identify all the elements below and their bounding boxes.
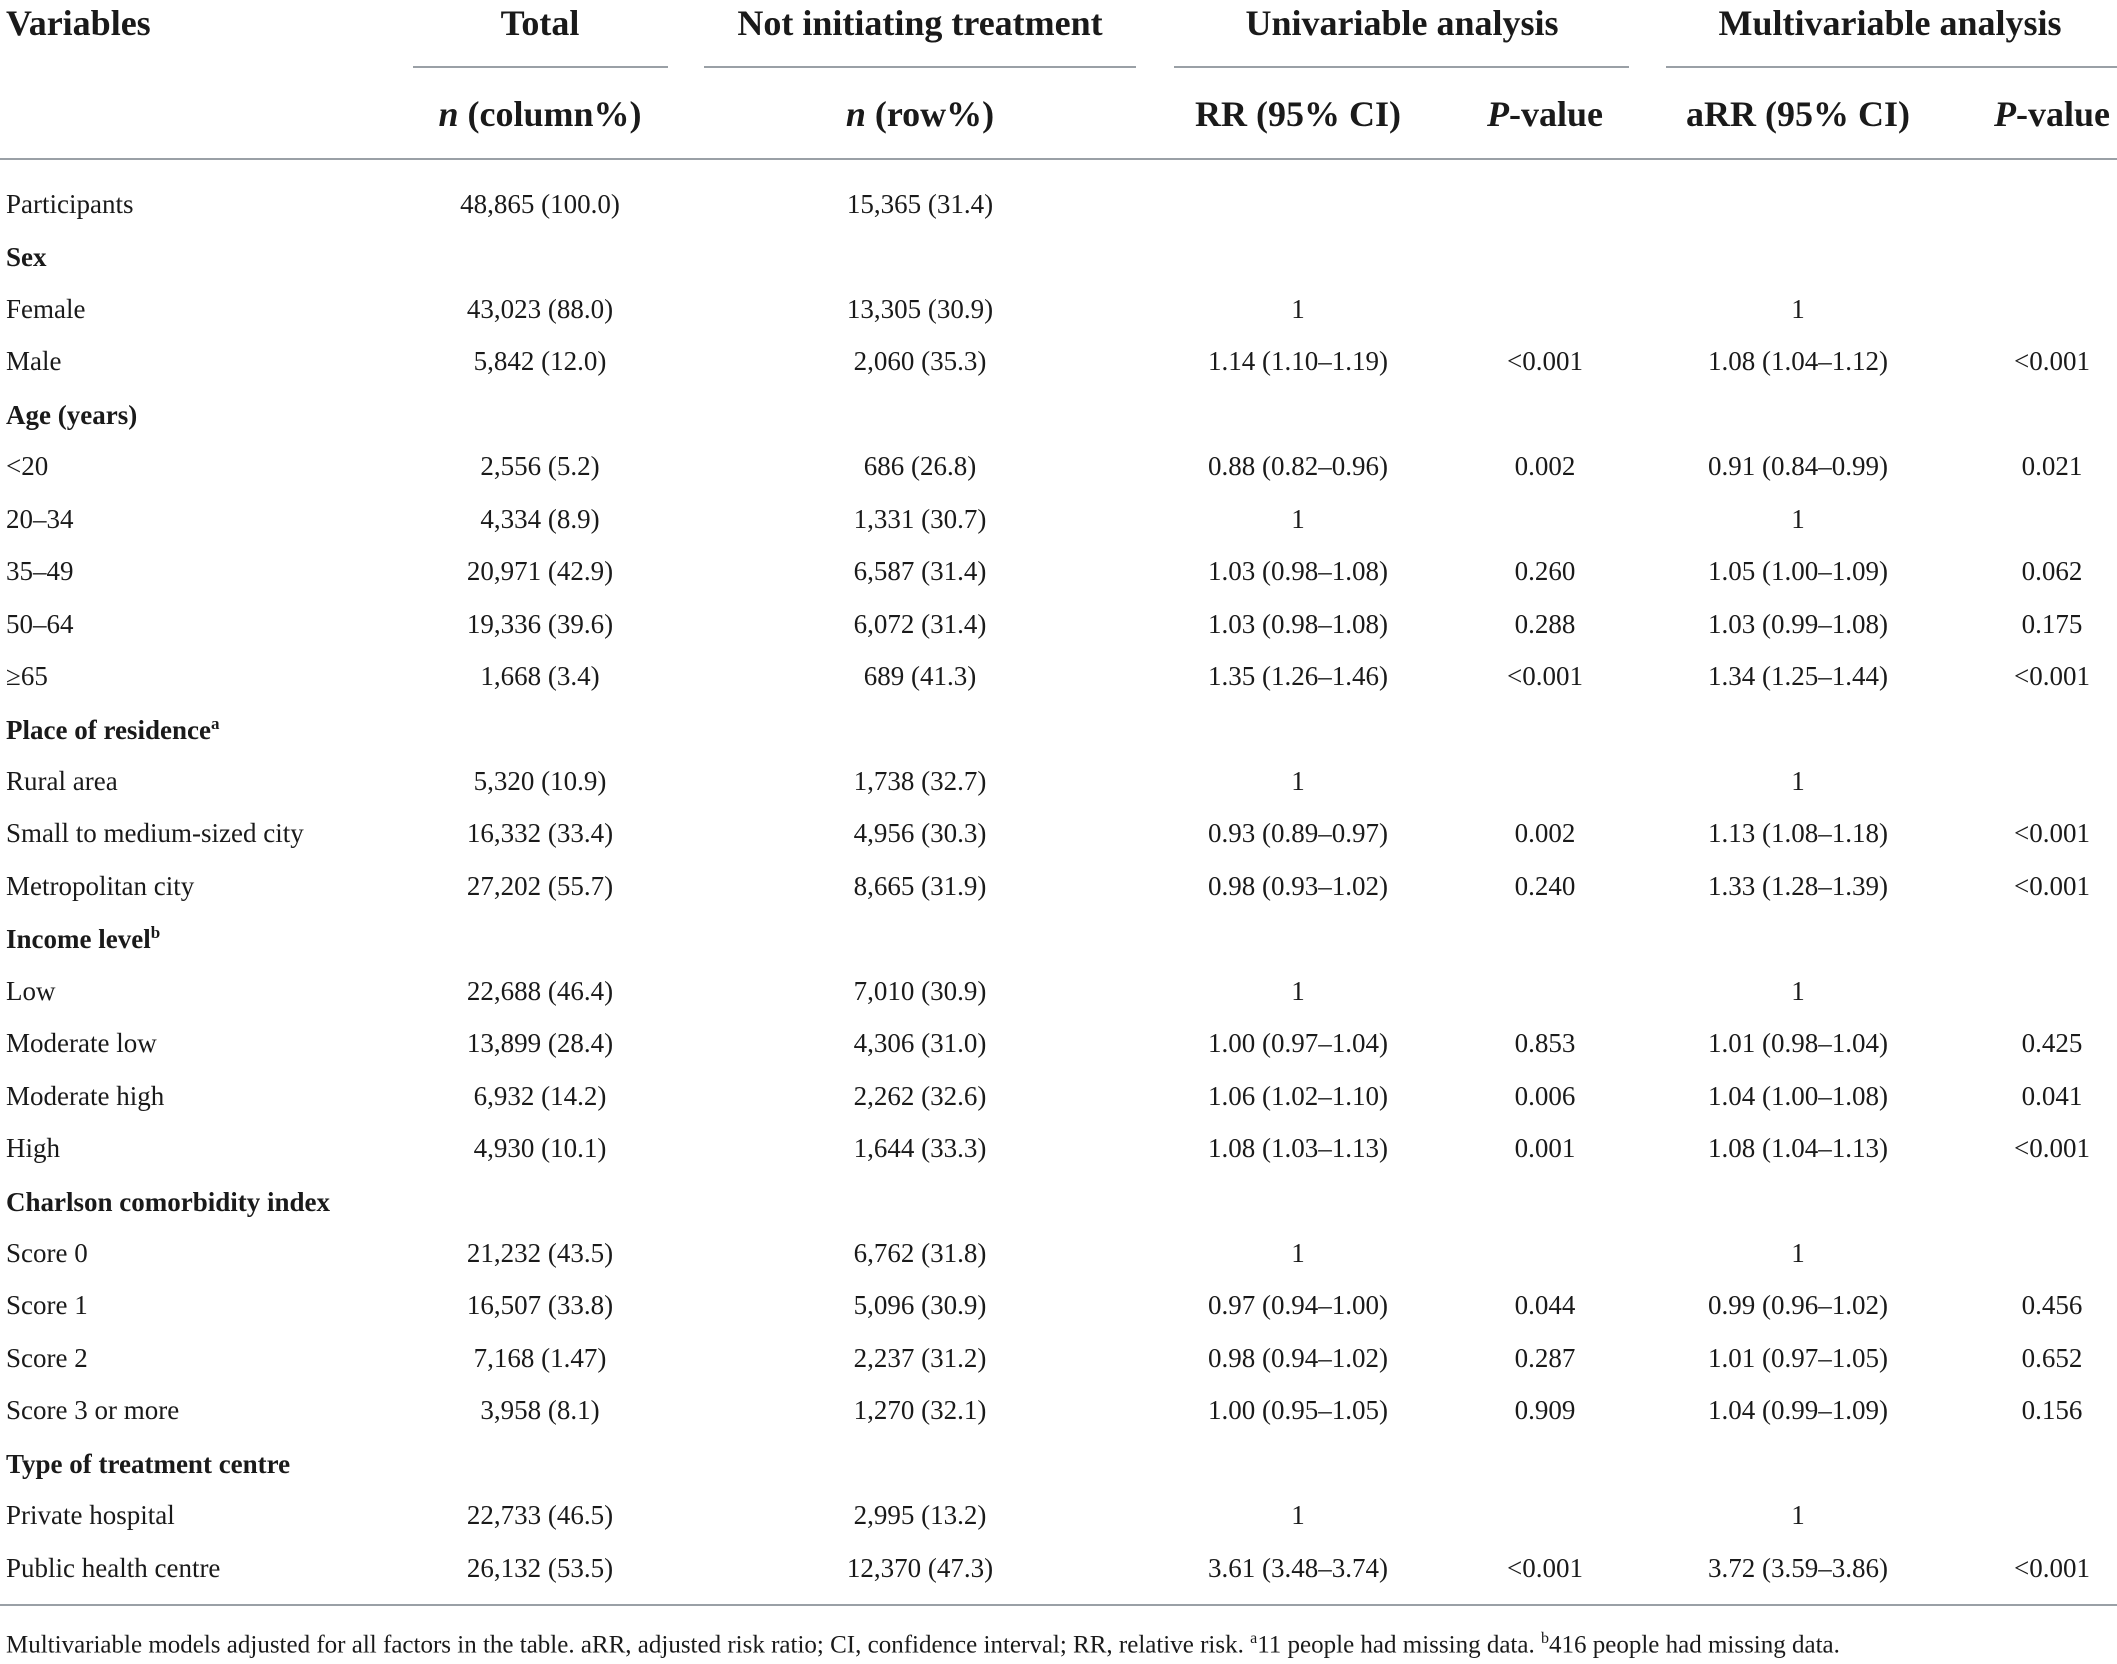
cell-total: 2,556 (5.2) [480,451,600,481]
row-label-text: High [6,1133,60,1163]
row-label [6,609,74,640]
cell-p-value-univariable: 0.240 [1514,871,1576,901]
cell-not-initiating: 2,262 (32.6) [853,1081,987,1111]
row-label [6,1290,88,1321]
cell-not-initiating: 1,644 (33.3) [853,1133,987,1163]
cell-total: 13,899 (28.4) [466,1028,614,1058]
cell-rr: 3.61 (3.48–3.74) [1208,1553,1388,1583]
row-label-text: Moderate low [6,1028,157,1058]
cell-p-value-multivariable: <0.001 [2014,1133,2090,1163]
cell-arr: 1.01 (0.97–1.05) [1708,1343,1888,1373]
row-label [6,1081,164,1112]
cell-arr: 0.91 (0.84–0.99) [1708,451,1888,481]
cell-arr: 1.01 (0.98–1.04) [1708,1028,1888,1058]
cell-arr: 1 [1791,294,1805,324]
row-label [6,1395,179,1426]
subheader-rr: RR (95% CI) [1195,94,1401,134]
cell-p-value-univariable: <0.001 [1507,346,1583,376]
row-label [6,1500,175,1531]
cell-arr: 1.13 (1.08–1.18) [1708,818,1888,848]
header-multivariable: Multivariable analysis [1718,3,2062,43]
row-label-text: <20 [6,451,49,481]
row-label-text: Age (years) [6,400,138,430]
rule-multivariable [1666,66,2117,68]
cell-p-value-multivariable: <0.001 [2014,871,2090,901]
cell-p-value-univariable: 0.853 [1514,1028,1576,1058]
cell-p-value-multivariable: 0.062 [2021,556,2083,586]
row-label [6,661,48,692]
cell-not-initiating: 5,096 (30.9) [853,1290,987,1320]
cell-not-initiating: 4,306 (31.0) [853,1028,987,1058]
cell-arr: 1.05 (1.00–1.09) [1708,556,1888,586]
cell-arr: 1.04 (0.99–1.09) [1708,1395,1888,1425]
cell-p-value-univariable: 0.260 [1514,556,1576,586]
cell-rr: 0.88 (0.82–0.96) [1208,451,1388,481]
cell-not-initiating: 13,305 (30.9) [846,294,994,324]
cell-total: 19,336 (39.6) [466,609,614,639]
group-label [6,241,47,273]
cell-arr: 3.72 (3.59–3.86) [1708,1553,1888,1583]
table-footnote [6,1630,1840,1659]
cell-p-value-univariable: 0.287 [1514,1343,1576,1373]
cell-arr: 0.99 (0.96–1.02) [1708,1290,1888,1320]
row-label [6,766,118,797]
group-label [6,399,137,431]
cell-rr: 1 [1291,294,1305,324]
row-label [6,1343,88,1374]
row-label-text: 20–34 [6,504,74,534]
footnote-note-b: 416 people had missing data. [1548,1631,1840,1659]
cell-total: 16,507 (33.8) [466,1290,614,1320]
cell-rr: 0.98 (0.94–1.02) [1208,1343,1388,1373]
row-label [6,504,74,535]
row-label-text: Score 1 [6,1290,88,1320]
cell-total: 20,971 (42.9) [466,556,614,586]
footnote-note-a: 11 people had missing data. [1257,1631,1541,1659]
row-label-text: Participants [6,189,134,219]
cell-not-initiating: 689 (41.3) [863,661,977,691]
cell-not-initiating: 7,010 (30.9) [853,976,987,1006]
cell-p-value-multivariable: <0.001 [2014,1553,2090,1583]
cell-total: 16,332 (33.4) [466,818,614,848]
cell-total: 5,842 (12.0) [473,346,607,376]
row-label [6,818,304,849]
cell-p-value-multivariable: 0.456 [2021,1290,2083,1320]
row-label-text: Charlson comorbidity index [6,1187,331,1217]
footnote-text: Multivariable models adjusted for all factors in the table. aRR, adjusted risk ratio; CI, confidence interval; RR, relative risk. [6,1631,1251,1659]
row-label [6,976,56,1007]
cell-p-value-univariable: <0.001 [1507,1553,1583,1583]
group-label [6,714,219,746]
footnote-marker: a [210,714,220,733]
row-label-text: Income level [6,924,151,954]
row-label-text: Sex [6,242,47,272]
rule-total [413,66,668,68]
cell-not-initiating: 6,072 (31.4) [853,609,987,639]
row-label [6,346,61,377]
subheader-p-value-univariable: P-value [1487,94,1603,134]
cell-total: 5,320 (10.9) [473,766,607,796]
row-label-text: Score 0 [6,1238,88,1268]
cell-not-initiating: 8,665 (31.9) [853,871,987,901]
row-label [6,1553,220,1584]
cell-rr: 1.14 (1.10–1.19) [1208,346,1388,376]
cell-total: 6,932 (14.2) [473,1081,607,1111]
rule-univariable [1174,66,1629,68]
cell-p-value-univariable: 0.001 [1514,1133,1576,1163]
cell-rr: 1 [1291,504,1305,534]
group-label [6,1448,290,1480]
subheader-not-initiating: n (row%) [845,94,995,134]
rule-not-initiating [704,66,1136,68]
cell-p-value-univariable: 0.044 [1514,1290,1576,1320]
subheader-arr: aRR (95% CI) [1686,94,1910,134]
cell-rr: 1 [1291,766,1305,796]
footnote-marker-b: b [1540,1630,1549,1647]
cell-p-value-multivariable: 0.041 [2021,1081,2083,1111]
row-label-text: 50–64 [6,609,74,639]
cell-not-initiating: 1,331 (30.7) [853,504,987,534]
cell-not-initiating: 2,060 (35.3) [853,346,987,376]
cell-not-initiating: 2,995 (13.2) [853,1500,987,1530]
cell-p-value-univariable: 0.288 [1514,609,1576,639]
header-not-initiating: Not initiating treatment [737,3,1103,43]
cell-total: 1,668 (3.4) [480,661,600,691]
header-total: Total [500,3,580,43]
row-label-text: Type of treatment centre [6,1449,291,1479]
cell-arr: 1.34 (1.25–1.44) [1708,661,1888,691]
row-label-text: Rural area [6,766,118,796]
cell-rr: 1.00 (0.95–1.05) [1208,1395,1388,1425]
row-label-text: Metropolitan city [6,871,195,901]
row-label-text: Low [6,976,56,1006]
cell-arr: 1.33 (1.28–1.39) [1708,871,1888,901]
footnote-marker: b [150,923,161,942]
cell-p-value-univariable: 0.002 [1514,818,1576,848]
subheader-total: n (column%) [438,94,642,134]
row-label [6,294,85,325]
cell-rr: 1.03 (0.98–1.08) [1208,609,1388,639]
row-label [6,871,194,902]
cell-rr: 1 [1291,1500,1305,1530]
cell-rr: 1 [1291,976,1305,1006]
cell-p-value-multivariable: 0.156 [2021,1395,2083,1425]
row-label-text: Female [6,294,86,324]
cell-p-value-multivariable: 0.175 [2021,609,2083,639]
cell-not-initiating: 12,370 (47.3) [846,1553,994,1583]
cell-total: 27,202 (55.7) [466,871,614,901]
cell-p-value-univariable: 0.909 [1514,1395,1576,1425]
cell-p-value-univariable: 0.006 [1514,1081,1576,1111]
cell-total: 48,865 (100.0) [460,189,620,219]
cell-rr: 0.98 (0.93–1.02) [1208,871,1388,901]
row-label-text: Score 2 [6,1343,88,1373]
cell-p-value-multivariable: <0.001 [2014,661,2090,691]
cell-total: 4,334 (8.9) [480,504,600,534]
row-label-text: Score 3 or more [6,1395,180,1425]
cell-not-initiating: 686 (26.8) [863,451,977,481]
cell-p-value-multivariable: 0.425 [2021,1028,2083,1058]
cell-arr: 1 [1791,1500,1805,1530]
cell-p-value-multivariable: <0.001 [2014,818,2090,848]
cell-total: 3,958 (8.1) [480,1395,600,1425]
cell-not-initiating: 4,956 (30.3) [853,818,987,848]
cell-arr: 1 [1791,504,1805,534]
cell-total: 4,930 (10.1) [473,1133,607,1163]
cell-p-value-univariable: 0.002 [1514,451,1576,481]
row-label [6,1133,60,1164]
cell-arr: 1 [1791,976,1805,1006]
row-label-text: Small to medium-sized city [6,818,304,848]
cell-p-value-multivariable: 0.652 [2021,1343,2083,1373]
row-label [6,451,48,482]
cell-not-initiating: 6,762 (31.8) [853,1238,987,1268]
row-label-text: Public health centre [6,1553,221,1583]
row-label [6,189,133,220]
subheader-p-value-multivariable: P-value [1994,94,2110,134]
group-label [6,1186,330,1218]
cell-rr: 1 [1291,1238,1305,1268]
cell-total: 22,688 (46.4) [466,976,614,1006]
header-variables: Variables [6,3,151,43]
cell-total: 26,132 (53.5) [466,1553,614,1583]
cell-total: 43,023 (88.0) [466,294,614,324]
row-label-text: 35–49 [6,556,74,586]
cell-total: 21,232 (43.5) [466,1238,614,1268]
cell-rr: 1.08 (1.03–1.13) [1208,1133,1388,1163]
row-label [6,1028,157,1059]
cell-arr: 1.08 (1.04–1.12) [1708,346,1888,376]
cell-total: 7,168 (1.47) [473,1343,607,1373]
cell-arr: 1.03 (0.99–1.08) [1708,609,1888,639]
cell-p-value-univariable: <0.001 [1507,661,1583,691]
header-univariable: Univariable analysis [1245,3,1559,43]
row-label-text: Male [6,346,62,376]
cell-arr: 1 [1791,766,1805,796]
cell-rr: 1.35 (1.26–1.46) [1208,661,1388,691]
header-bottom-rule [0,158,2117,160]
row-label-text: Private hospital [6,1500,175,1530]
cell-not-initiating: 1,738 (32.7) [853,766,987,796]
cell-rr: 1.06 (1.02–1.10) [1208,1081,1388,1111]
footnote-marker-a: a [1250,1630,1258,1647]
cell-rr: 0.97 (0.94–1.00) [1208,1290,1388,1320]
group-label [6,923,160,955]
cell-arr: 1 [1791,1238,1805,1268]
row-label-text: Moderate high [6,1081,165,1111]
cell-not-initiating: 1,270 (32.1) [853,1395,987,1425]
cell-rr: 1.03 (0.98–1.08) [1208,556,1388,586]
row-label [6,556,74,587]
cell-not-initiating: 6,587 (31.4) [853,556,987,586]
cell-arr: 1.04 (1.00–1.08) [1708,1081,1888,1111]
row-label [6,1238,88,1269]
cell-not-initiating: 15,365 (31.4) [846,189,994,219]
cell-rr: 0.93 (0.89–0.97) [1208,818,1388,848]
cell-p-value-multivariable: 0.021 [2021,451,2083,481]
cell-arr: 1.08 (1.04–1.13) [1708,1133,1888,1163]
table-bottom-rule [0,1604,2117,1606]
row-label-text: Place of residence [6,715,211,745]
cell-not-initiating: 2,237 (31.2) [853,1343,987,1373]
cell-total: 22,733 (46.5) [466,1500,614,1530]
row-label-text: ≥65 [6,661,48,691]
cell-rr: 1.00 (0.97–1.04) [1208,1028,1388,1058]
cell-p-value-multivariable: <0.001 [2014,346,2090,376]
